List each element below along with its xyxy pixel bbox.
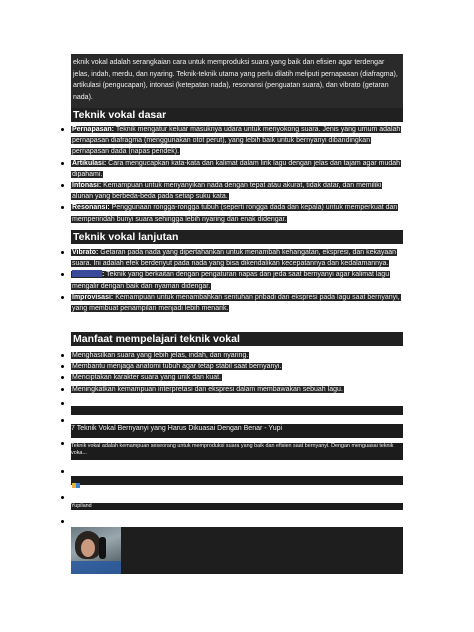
thumbnail-face [81,539,95,557]
term-label: Artikulasi: [72,159,107,167]
source-site-name: Yupiland [71,503,403,510]
heading-teknik-vokal-lanjutan: Teknik vokal lanjutan [71,230,403,244]
bullet-icon [61,365,64,368]
list-item [71,158,403,180]
list-manfaat [71,350,403,395]
list-item [71,361,403,372]
term-text: Teknik yang berkaitan dengan pengaturan napas dan jeda saat bernyanyi agar kalimat lagu mengalir dengan baik dan nyaman didengar. [72,271,390,290]
singer-thumbnail-image[interactable] [71,527,121,574]
list-teknik-dasar [71,124,403,225]
bullet-icon [61,128,64,131]
term-label: Resonansi: [72,204,110,212]
bullet-icon [61,402,64,405]
redacted-bar [71,406,403,415]
term-label: Vibrato: [72,249,99,256]
list-item [71,247,403,269]
benefit-text: Menghasilkan suara yang lebih jelas, indah, dan nyaring. [72,352,249,359]
bullet-icon [61,206,64,209]
term-text: Kemampuan untuk menambahkan sentuhan pribadi dan ekspresi pada lagu saat bernyanyi, yang membuat penampilan menjadi lebih menarik. [72,293,400,313]
term-label: Improvisasi: [72,293,114,301]
list-item [71,269,403,291]
benefit-text: Membantu menjaga anatomi tubuh agar tetap stabil saat bernyanyi. [72,363,282,371]
redacted-term-block [72,270,105,279]
bullet-icon [61,470,64,473]
term-text: Getaran pada nada yang dipertahankan untuk menambah kehangatan, ekspresi, dan kekayaan suara. Ini adalah efek berdenyut pada nada yang bisa dikendalikan kecepatannya dan kedalamannya. [72,249,397,268]
benefit-text: Menciptakan karakter suara yang unik dan kuat. [72,374,222,382]
bullet-icon [61,354,64,357]
bullet-icon [61,388,64,391]
list-item [71,384,403,395]
bullet-icon [61,442,64,445]
list-teknik-lanjutan [71,247,403,314]
list-item [71,202,403,224]
bullet-icon [61,419,64,422]
bullet-icon [61,273,64,276]
heading-manfaat: Manfaat mempelajari teknik vokal [71,332,403,346]
term-label: Pernapasan: [72,126,115,133]
benefit-text: Meningkatkan kemampuan interpretasi dan ekspresi dalam membawakan sebuah lagu. [72,385,343,393]
bullet-icon [61,251,64,254]
term-text: Teknik mengatur keluar masuknya udara untuk menyokong suara. Jenis yang umum adalah pernapasan diafragma (menggunakan otot perut), yang lebih baik untuk bernyanyi dibandingkan pernapasan dada (napas pendek). [72,126,401,156]
bullet-icon [61,162,64,165]
source-snippet: Teknik vokal adalah kemampuan seseorang untuk memproduksi suara yang baik dan efisien saat bernyanyi. Dengan menguasai teknik voka... [71,443,403,460]
microphone-icon [99,537,106,559]
redacted-bar [71,434,403,438]
site-logo-icon [72,483,80,488]
source-title-link[interactable]: 7 Teknik Vokal Bernyanyi yang Harus Dikuasai Dengan Benar - Yupi [71,424,403,434]
term-label: Intonasi: [72,182,102,190]
bullet-icon [61,520,64,523]
list-item [71,350,403,361]
term-text: Kemampuan untuk menyanyikan nada dengan tepat atau akurat, tidak datar, dan memiliki alunan yang berbeda-beda pada setiap suku kata. [72,182,382,201]
term-text: Penggunaan rongga-rongga tubuh (seperti rongga dada dan kepala) untuk memperkuat dan memperindah bunyi suara sehingga lebih nyaring dan enak didengar. [72,204,398,223]
list-item [71,124,403,158]
bullet-icon [61,296,64,299]
list-item [71,292,403,314]
bullet-icon [61,184,64,187]
term-text: Cara mengucapkan kata-kata dan kalimat dalam lirik lagu dengan jelas dan tajam agar mudah dipahami. [72,159,401,178]
intro-paragraph: eknik vokal adalah serangkaian cara untuk memproduksi suara yang baik dan efisien agar terdengar jelas, indah, merdu, dan nyaring. Teknik-teknik utama yang perlu dilatih meliputi pernapasan (diafragma), artikulasi (pengucapan), intonasi (ketepatan nada), resonansi (penguatan suara), dan vibrato (getaran nada). [71,54,403,118]
bullet-icon [61,496,64,499]
bullet-icon [61,376,64,379]
term-label: : [102,271,105,279]
list-item [71,372,403,383]
heading-teknik-vokal-dasar: Teknik vokal dasar [71,108,403,122]
list-item [71,180,403,202]
thumbnail-caption-band [71,561,121,574]
favicon-bar [71,476,403,485]
